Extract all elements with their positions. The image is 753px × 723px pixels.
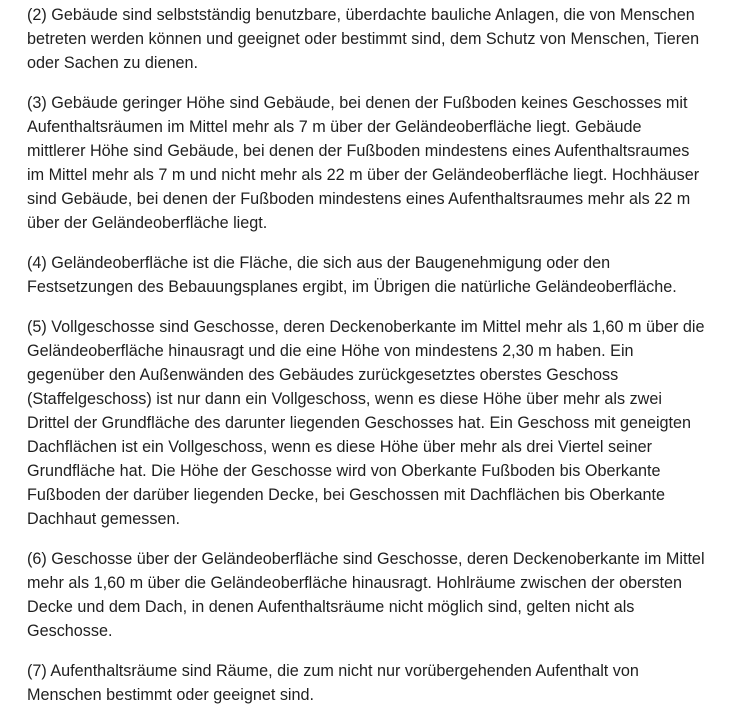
text-line: Menschen bestimmt oder geeignet sind. [27, 686, 315, 704]
text-line: mehr als 1,60 m über die Geländeoberfläche hinausragt. Hohlräume zwischen der obersten [27, 574, 683, 592]
text-line: Fußboden der darüber liegenden Decke, bei Geschossen mit Dachflächen bis Oberkante [27, 486, 665, 504]
text-line: mittlerer Höhe sind Gebäude, bei denen der Fußboden mindestens eines Aufenthaltsraumes [27, 142, 690, 160]
paragraph-5 [27, 315, 747, 531]
paragraph-4 [27, 251, 747, 299]
text-line: Festsetzungen des Bebauungsplanes ergibt, im Übrigen die natürliche Geländeoberfläche. [27, 278, 677, 296]
text-line: (5) Vollgeschosse sind Geschosse, deren Deckenoberkante im Mittel mehr als 1,60 m über die [27, 318, 705, 336]
text-line: Geschosse. [27, 622, 113, 640]
text-line: Geländeoberfläche hinausragt und die eine Höhe von mindestens 2,30 m haben. Ein [27, 342, 634, 360]
text-line: sind Gebäude, bei denen der Fußboden mindestens eines Aufenthaltsraumes mehr als 22 m [27, 190, 691, 208]
text-line: Grundfläche hat. Die Höhe der Geschosse wird von Oberkante Fußboden bis Oberkante [27, 462, 661, 480]
text-line: gegenüber den Außenwänden des Gebäudes zurückgesetztes oberstes Geschoss [27, 366, 619, 384]
document-body [27, 3, 747, 723]
text-line: Dachflächen ist ein Vollgeschoss, wenn es diese Höhe über mehr als drei Viertel seiner [27, 438, 653, 456]
text-line: oder Sachen zu dienen. [27, 54, 198, 72]
text-line: (7) Aufenthaltsräume sind Räume, die zum nicht nur vorübergehenden Aufenthalt von [27, 662, 639, 680]
paragraph-3 [27, 91, 747, 235]
paragraph-7 [27, 659, 747, 707]
text-line: Aufenthaltsräumen im Mittel mehr als 7 m über der Geländeoberfläche liegt. Gebäude [27, 118, 642, 136]
text-line: (3) Gebäude geringer Höhe sind Gebäude, bei denen der Fußboden keines Geschosses mit [27, 94, 688, 112]
text-line: über der Geländeoberfläche liegt. [27, 214, 268, 232]
text-line: Dachhaut gemessen. [27, 510, 180, 528]
paragraph-6 [27, 547, 747, 643]
text-line: im Mittel mehr als 7 m und nicht mehr als 22 m über der Geländeoberfläche liegt. Hochhäuser [27, 166, 700, 184]
text-line: Decke und dem Dach, in denen Aufenthaltsräume nicht möglich sind, gelten nicht als [27, 598, 635, 616]
paragraph-2 [27, 3, 747, 75]
text-line: (6) Geschosse über der Geländeoberfläche sind Geschosse, deren Deckenoberkante im Mittel [27, 550, 705, 568]
text-line: (2) Gebäude sind selbstständig benutzbare, überdachte bauliche Anlagen, die von Menschen [27, 6, 695, 24]
text-line: (4) Geländeoberfläche ist die Fläche, die sich aus der Baugenehmigung oder den [27, 254, 611, 272]
text-line: betreten werden können und geeignet oder bestimmt sind, dem Schutz von Menschen, Tieren [27, 30, 700, 48]
text-line: (Staffelgeschoss) ist nur dann ein Vollgeschoss, wenn es diese Höhe über mehr als zwei [27, 390, 662, 408]
text-line: Drittel der Grundfläche des darunter liegenden Geschosses hat. Ein Geschoss mit geneigten [27, 414, 692, 432]
